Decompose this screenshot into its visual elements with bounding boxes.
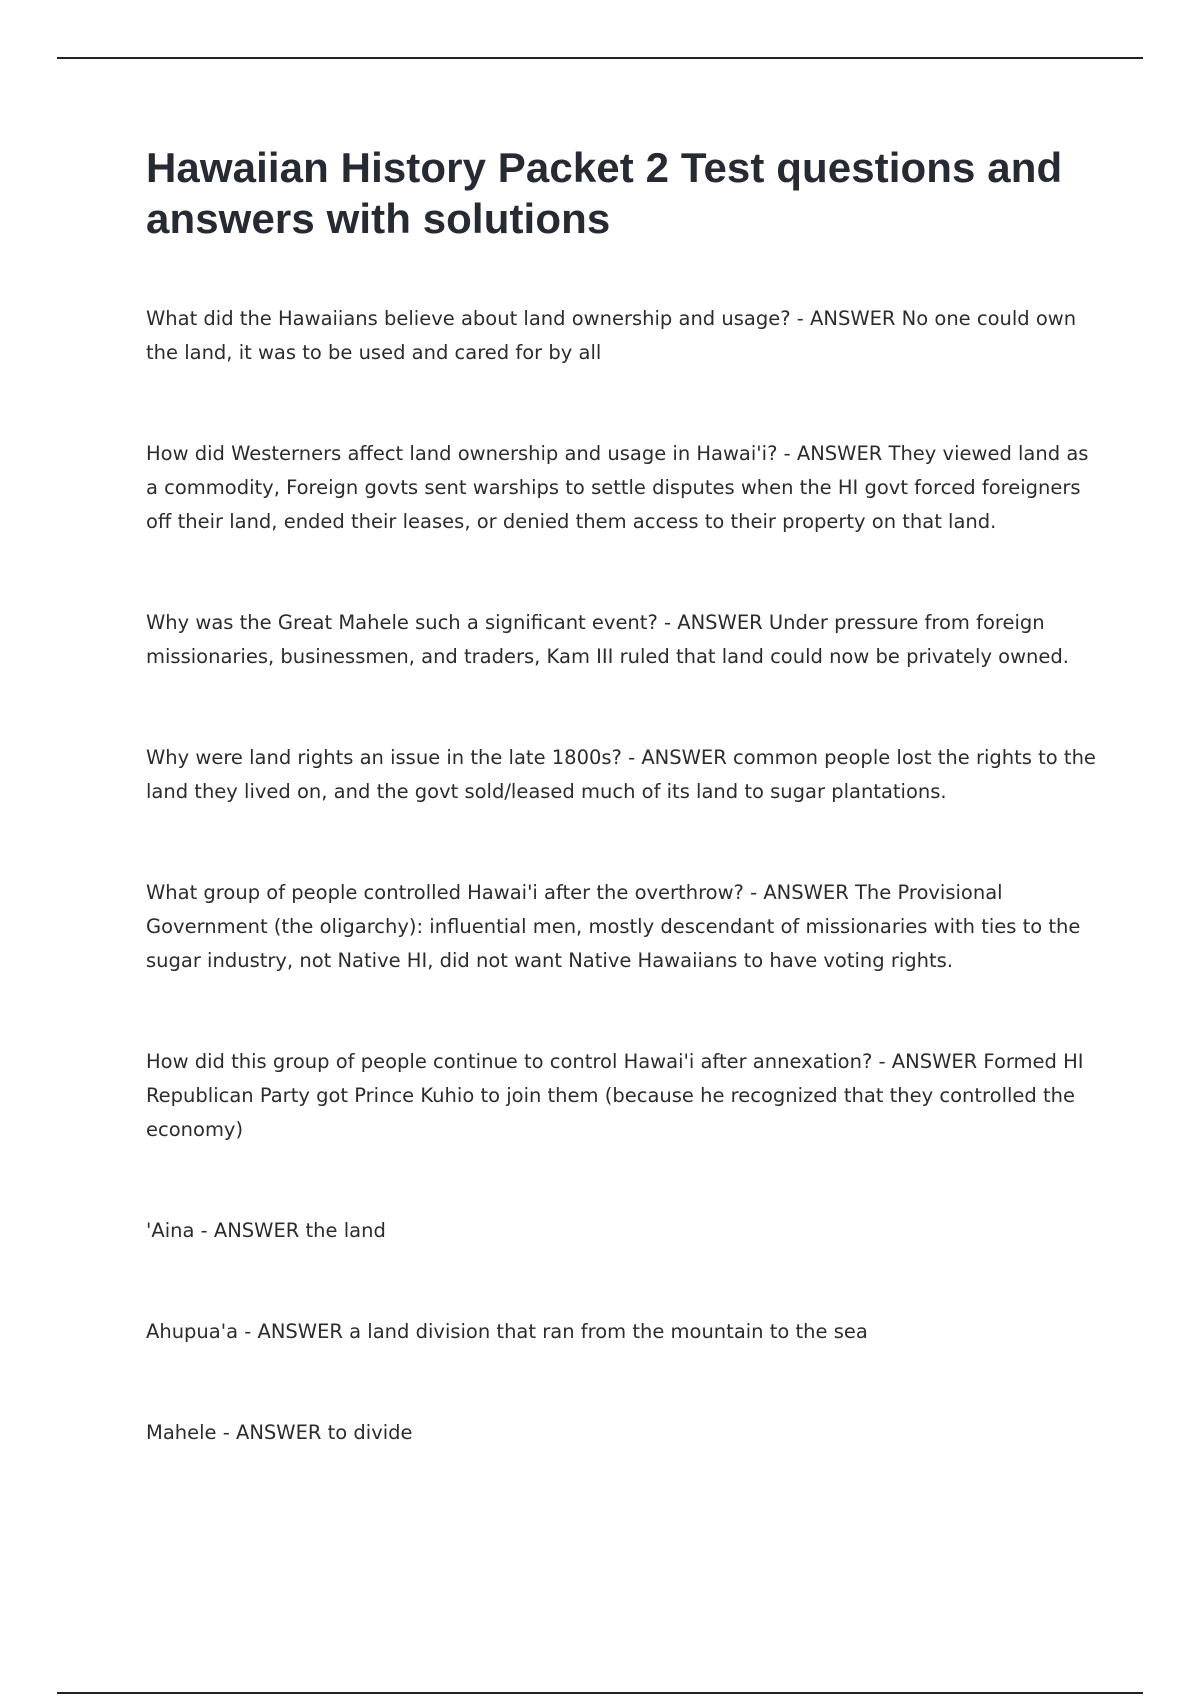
answer-text: common people lost the rights to the land they lived on, and the govt sold/leased much of its land to sugar plantations. (146, 746, 1096, 803)
answer-separator: - ANSWER (657, 611, 769, 634)
answer-text: They viewed land as a commodity, Foreign govts sent warships to settle disputes when the HI govt forced foreigners off their land, ended their leases, or denied them access to their property on that land. (146, 442, 1089, 533)
document-title: Hawaiian History Packet 2 Test questions and answers with solutions (146, 144, 1063, 242)
question-text: How did Westerners affect land ownership and usage in Hawai'i? (146, 442, 778, 465)
question-text: What group of people controlled Hawai'i after the overthrow? (146, 881, 744, 904)
question-text: How did this group of people continue to control Hawai'i after annexation? (146, 1050, 873, 1073)
answer-separator: - ANSWER (777, 442, 889, 465)
qa-item (146, 437, 1098, 539)
qa-item (146, 1416, 1098, 1450)
answer-separator: - ANSWER (743, 881, 855, 904)
qa-item (146, 1315, 1098, 1349)
answer-separator: - ANSWER (194, 1219, 306, 1242)
question-text: Ahupua'a (146, 1320, 239, 1343)
question-text: What did the Hawaiians believe about land ownership and usage? (146, 307, 791, 330)
question-text: Mahele (146, 1421, 217, 1444)
question-text: Why was the Great Mahele such a significant event? (146, 611, 658, 634)
answer-text: Under pressure from foreign missionaries, businessmen, and traders, Kam III ruled that land could now be privately owned. (146, 611, 1069, 668)
qa-item (146, 302, 1098, 370)
answer-text: The Provisional Government (the oligarchy): influential men, mostly descendant of missionaries with ties to the sugar industry, not Native HI, did not want Native Hawaiians to have voting rights. (146, 881, 1081, 972)
qa-item (146, 1214, 1098, 1248)
answer-text: a land division that ran from the mountain to the sea (349, 1320, 868, 1343)
qa-item (146, 1045, 1098, 1147)
answer-separator: - ANSWER (790, 307, 902, 330)
top-divider (57, 57, 1143, 59)
answer-separator: - ANSWER (872, 1050, 984, 1073)
bottom-divider (57, 1692, 1143, 1694)
answer-text: Formed HI Republican Party got Prince Kuhio to join them (because he recognized that they controlled the economy) (146, 1050, 1084, 1141)
document-body (146, 142, 1098, 1517)
question-text: 'Aina (146, 1219, 195, 1242)
answer-text: to divide (327, 1421, 413, 1444)
answer-text: the land (305, 1219, 386, 1242)
answer-text: No one could own the land, it was to be used and cared for by all (146, 307, 1077, 364)
qa-item (146, 741, 1098, 809)
qa-item (146, 876, 1098, 978)
answer-separator: - ANSWER (216, 1421, 328, 1444)
question-text: Why were land rights an issue in the late 1800s? (146, 746, 622, 769)
qa-item (146, 606, 1098, 674)
answer-separator: - ANSWER (238, 1320, 350, 1343)
answer-separator: - ANSWER (621, 746, 733, 769)
qa-list (146, 302, 1098, 1450)
